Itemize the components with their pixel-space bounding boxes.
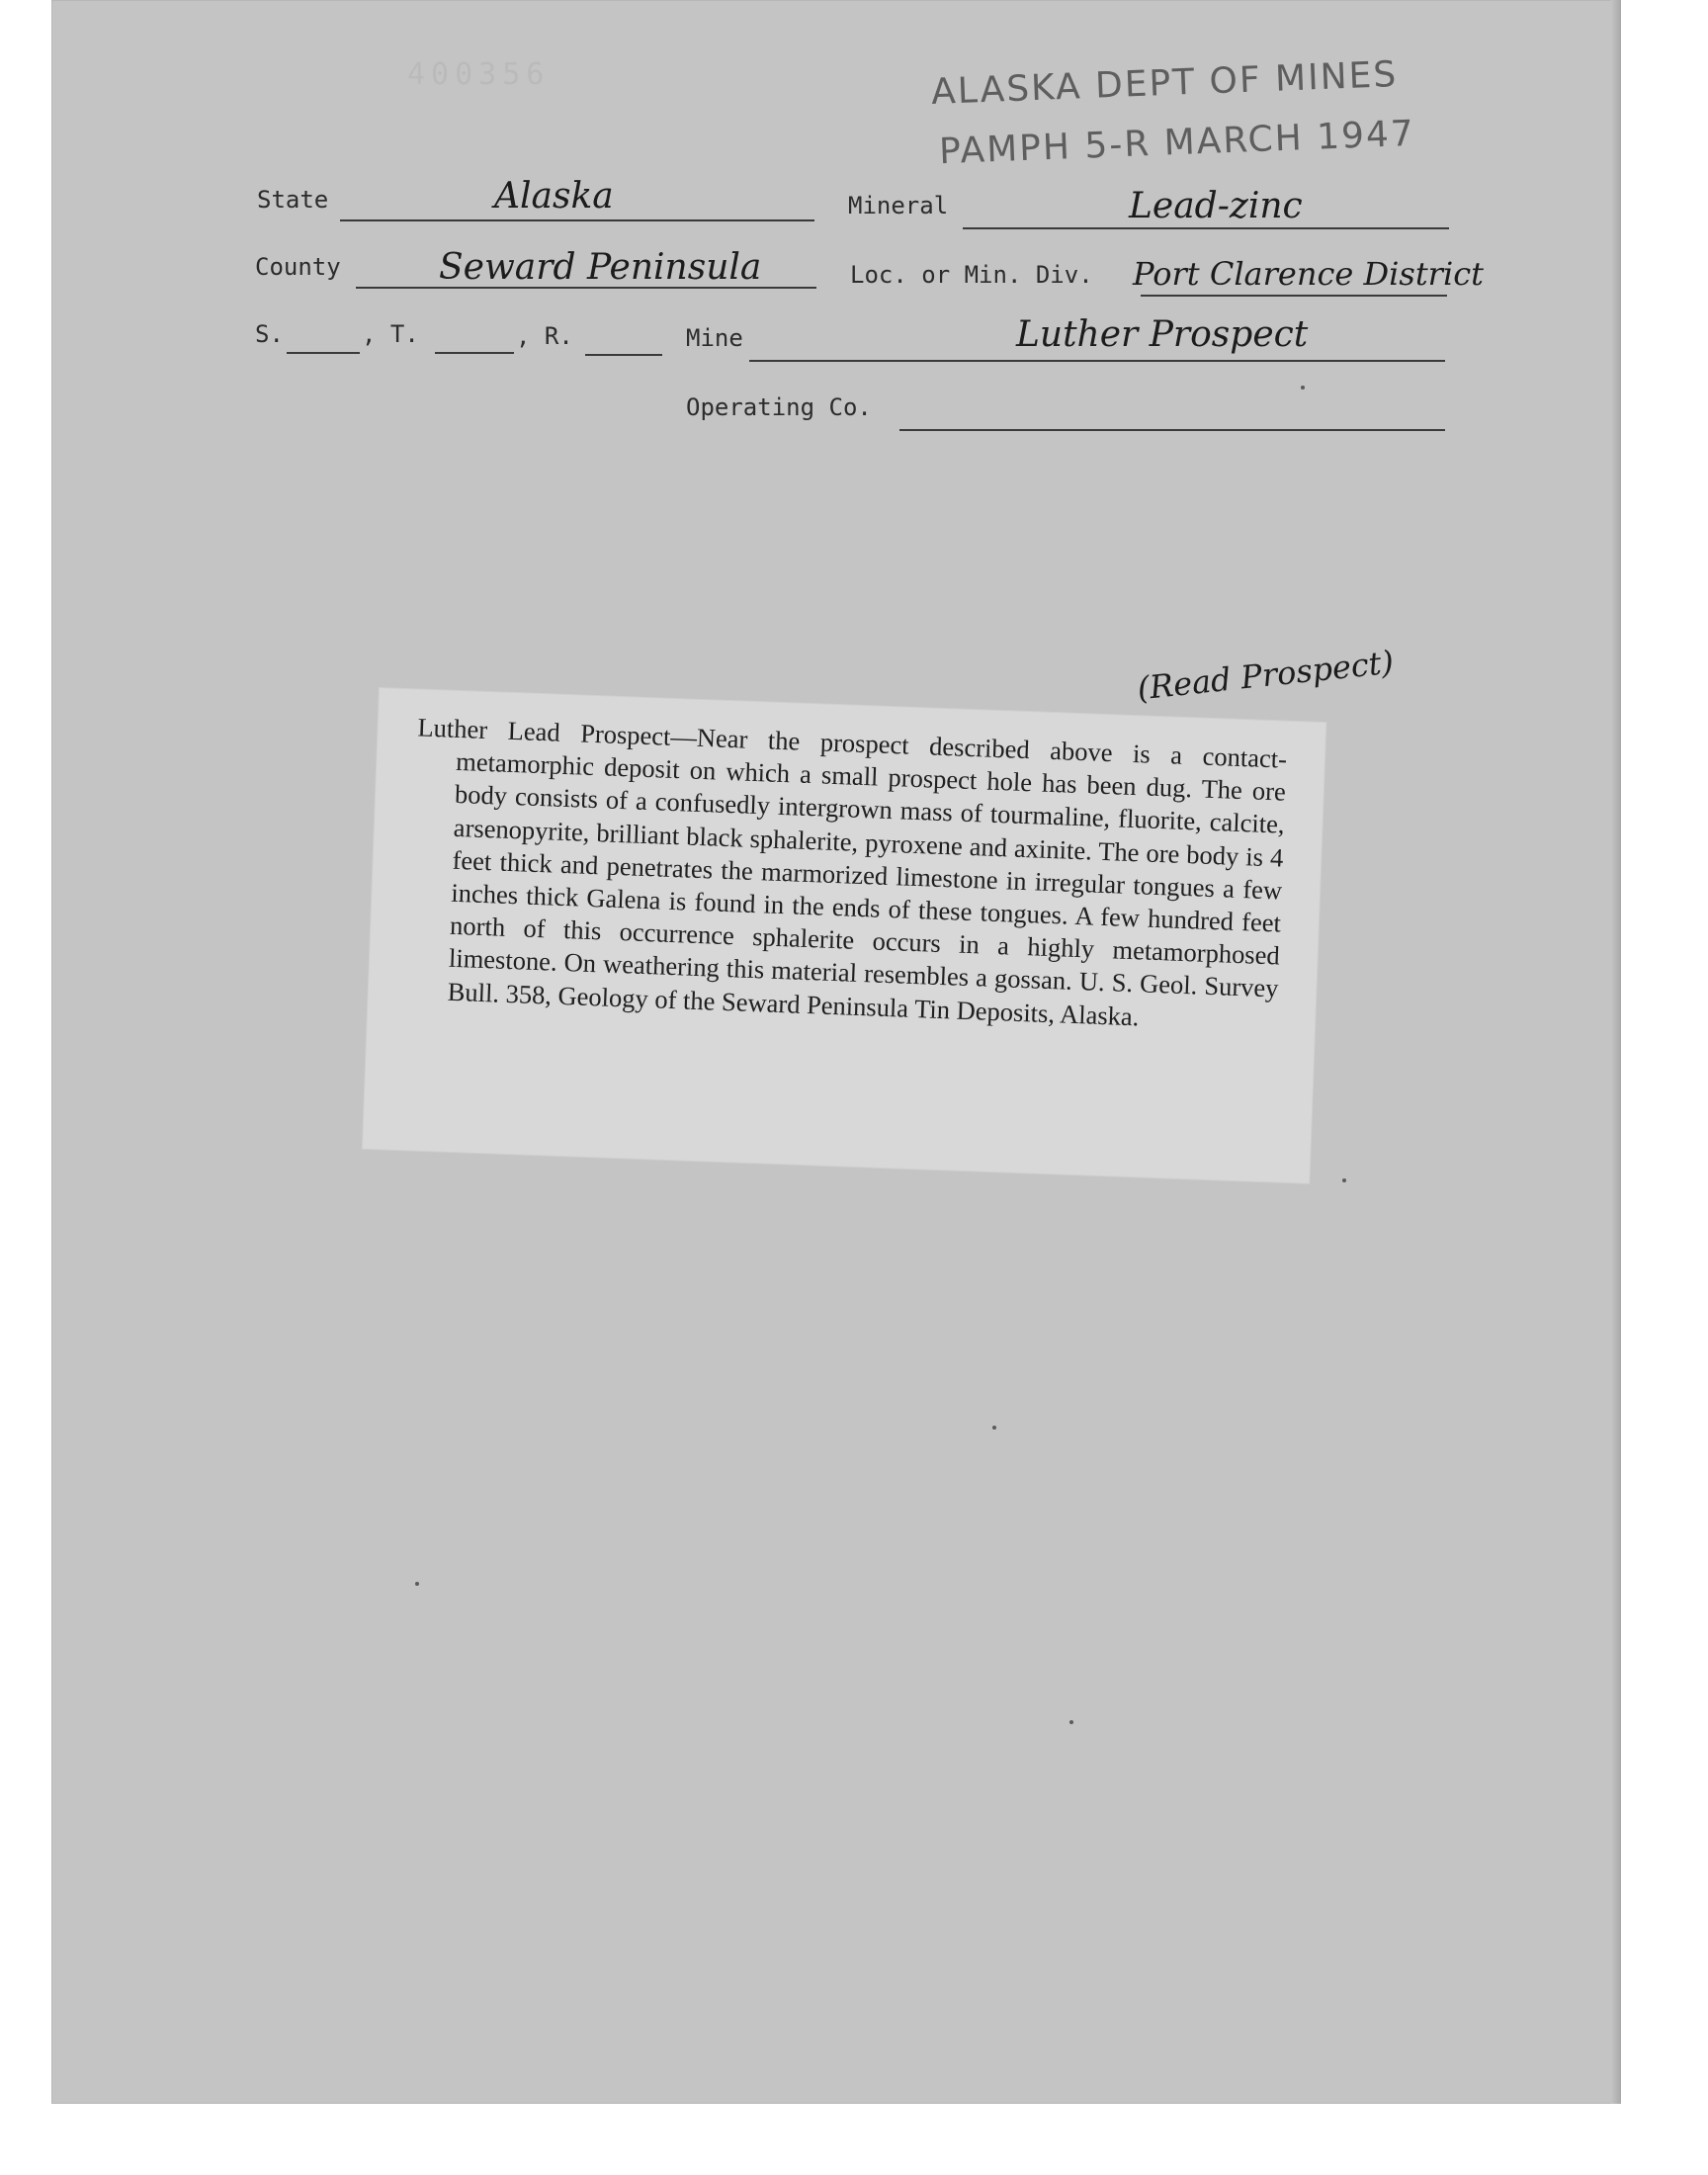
loc-line [1141, 295, 1447, 297]
dept-stamp-line1: ALASKA DEPT OF MINES [930, 53, 1399, 114]
clipping-text: Luther Lead Prospect—Near the prospect described above is a contact-metamorphic deposit on which a small prospect hole has been dug. The ore body consists of a confusedly intergrown mass of tourmaline, fluorite, calcite, arsenopyrite, brilliant black sphalerite, pyroxene and axinite. The ore body is 4 feet thick and penetrates the marmorized limestone in irregular tongues a few inches thick Galena is found in the ends of these tongues. A few hundred feet north of this occurrence sphalerite occurs in a highly metamorphosed limestone. On weathering this material resembles a gossan. U. S. Geol. Survey Bull. 358, Geology of the Seward Peninsula Tin Deposits, Alaska. [417, 712, 1288, 1031]
mine-line [749, 360, 1445, 362]
county-value: Seward Peninsula [439, 247, 762, 288]
speck [1301, 386, 1305, 390]
mineral-line [963, 227, 1449, 229]
mine-value: Luther Prospect [1016, 314, 1309, 355]
state-line [340, 219, 814, 221]
township-label: , T. [362, 320, 419, 348]
faint-stamp-number: 400356 [407, 57, 551, 92]
section-label: S. [255, 320, 284, 348]
speck [992, 1426, 996, 1430]
loc-value: Port Clarence District [1133, 255, 1484, 293]
state-label: State [257, 186, 329, 214]
speck [1342, 1178, 1346, 1182]
mine-label: Mine [686, 324, 743, 352]
township-line [435, 352, 514, 354]
section-line [287, 352, 360, 354]
loc-label: Loc. or Min. Div. [850, 261, 1093, 289]
dept-stamp-line2: PAMPH 5-R MARCH 1947 [938, 113, 1416, 173]
newspaper-clipping [363, 688, 1325, 1183]
mineral-label: Mineral [848, 192, 949, 219]
read-prospect-annotation: (Read Prospect) [1135, 643, 1396, 708]
range-label: , R. [516, 322, 573, 350]
county-label: County [255, 253, 341, 281]
range-line [585, 354, 662, 356]
state-value: Alaska [494, 176, 614, 217]
speck [415, 1582, 419, 1586]
mineral-value: Lead-zinc [1129, 186, 1303, 226]
record-card [51, 0, 1621, 2104]
operating-co-line [899, 429, 1445, 431]
operating-co-label: Operating Co. [686, 393, 872, 421]
speck [1069, 1720, 1073, 1724]
